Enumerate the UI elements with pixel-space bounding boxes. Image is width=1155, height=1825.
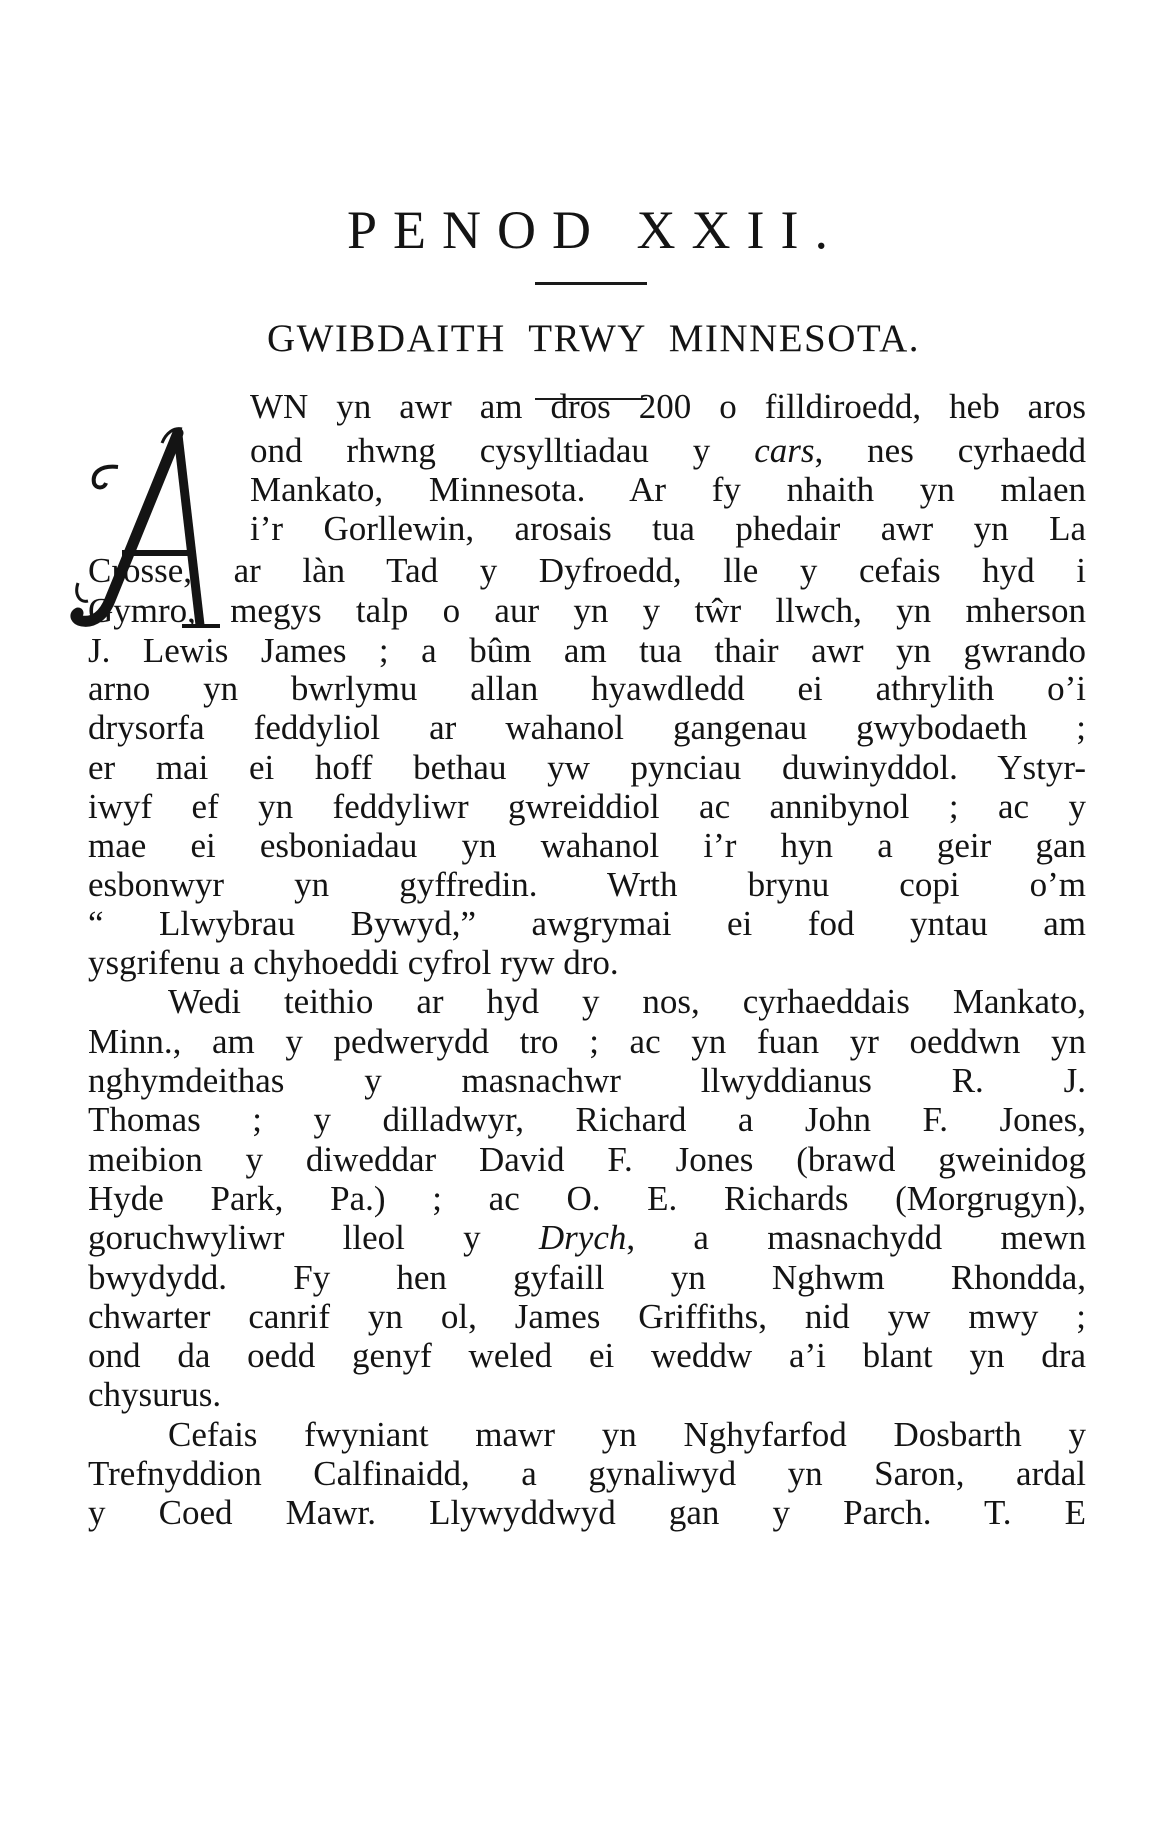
text-line: ysgrifenu a chyhoeddi cyfrol ryw dro. xyxy=(88,943,619,982)
text-line: ond da oedd genyf weled ei weddw a’i blant yn dra xyxy=(88,1336,1086,1375)
text-run: , nes cyrhaedd xyxy=(814,431,1086,470)
italic-drych: Drych xyxy=(538,1218,627,1257)
text-run: ond rhwng cysylltiadau y xyxy=(250,431,755,470)
text-line: iwyf ef yn feddyliwr gwreiddiol ac annibynol ; ac y xyxy=(88,787,1086,826)
text-line: esbonwyr yn gyffredin. Wrth brynu copi o’m xyxy=(88,865,1086,904)
text-line: Hyde Park, Pa.) ; ac O. E. Richards (Morgrugyn), xyxy=(88,1179,1086,1218)
title-rule xyxy=(535,282,647,285)
text-line: y Coed Mawr. Llywyddwyd gan y Parch. T. E xyxy=(88,1493,1086,1532)
text-line: er mai ei hoff bethau yw pynciau duwinyddol. Ystyr- xyxy=(88,748,1086,787)
text-line: nghymdeithas y masnachwr llwyddianus R. J. xyxy=(88,1061,1086,1100)
text-line: “ Llwybrau Bywyd,” awgrymai ei fod yntau am xyxy=(88,904,1086,943)
text-line: Cefais fwyniant mawr yn Nghyfarfod Dosbarth y xyxy=(168,1415,1086,1454)
text-line: Trefnyddion Calfinaidd, a gynaliwyd yn Saron, ardal xyxy=(88,1454,1086,1493)
text-line: Minn., am y pedwerydd tro ; ac yn fuan yr oeddwn yn xyxy=(88,1022,1086,1061)
text-line: Gymro, megys talp o aur yn y tŵr llwch, yn mherson xyxy=(88,591,1086,630)
italic-cars: cars xyxy=(754,431,815,470)
text-line: meibion y diweddar David F. Jones (brawd gweinidog xyxy=(88,1140,1086,1179)
text-run: goruchwyliwr lleol y xyxy=(88,1218,539,1257)
text-line: i’r Gorllewin, arosais tua phedair awr yn La xyxy=(250,509,1086,548)
chapter-title: PENOD XXII. xyxy=(347,200,844,260)
text-line: Crosse, ar làn Tad y Dyfroedd, lle y cefais hyd i xyxy=(88,551,1086,590)
text-line: bwydydd. Fy hen gyfaill yn Nghwm Rhondda, xyxy=(88,1258,1086,1297)
chapter-subtitle: GWIBDAITH TRWY MINNESOTA. xyxy=(266,317,921,360)
text-run: , a masnachydd mewn xyxy=(626,1218,1086,1257)
text-line: chysurus. xyxy=(88,1375,222,1414)
text-line: mae ei esboniadau yn wahanol i’r hyn a geir gan xyxy=(88,826,1086,865)
text-line: arno yn bwrlymu allan hyawdledd ei athrylith o’i xyxy=(88,669,1086,708)
text-line: WN yn awr am dros 200 o filldiroedd, heb aros xyxy=(250,387,1086,426)
text-line: Wedi teithio ar hyd y nos, cyrhaeddais Mankato, xyxy=(168,982,1086,1021)
text-line xyxy=(88,1215,1086,1260)
text-line: Thomas ; y dilladwyr, Richard a John F. Jones, xyxy=(88,1100,1086,1139)
text-line: drysorfa feddyliol ar wahanol gangenau gwybodaeth ; xyxy=(88,708,1086,747)
text-line: J. Lewis James ; a bûm am tua thair awr yn gwrando xyxy=(88,631,1086,670)
text-line: Mankato, Minnesota. Ar fy nhaith yn mlaen xyxy=(250,470,1086,509)
text-line: chwarter canrif yn ol, James Griffiths, nid yw mwy ; xyxy=(88,1297,1086,1336)
